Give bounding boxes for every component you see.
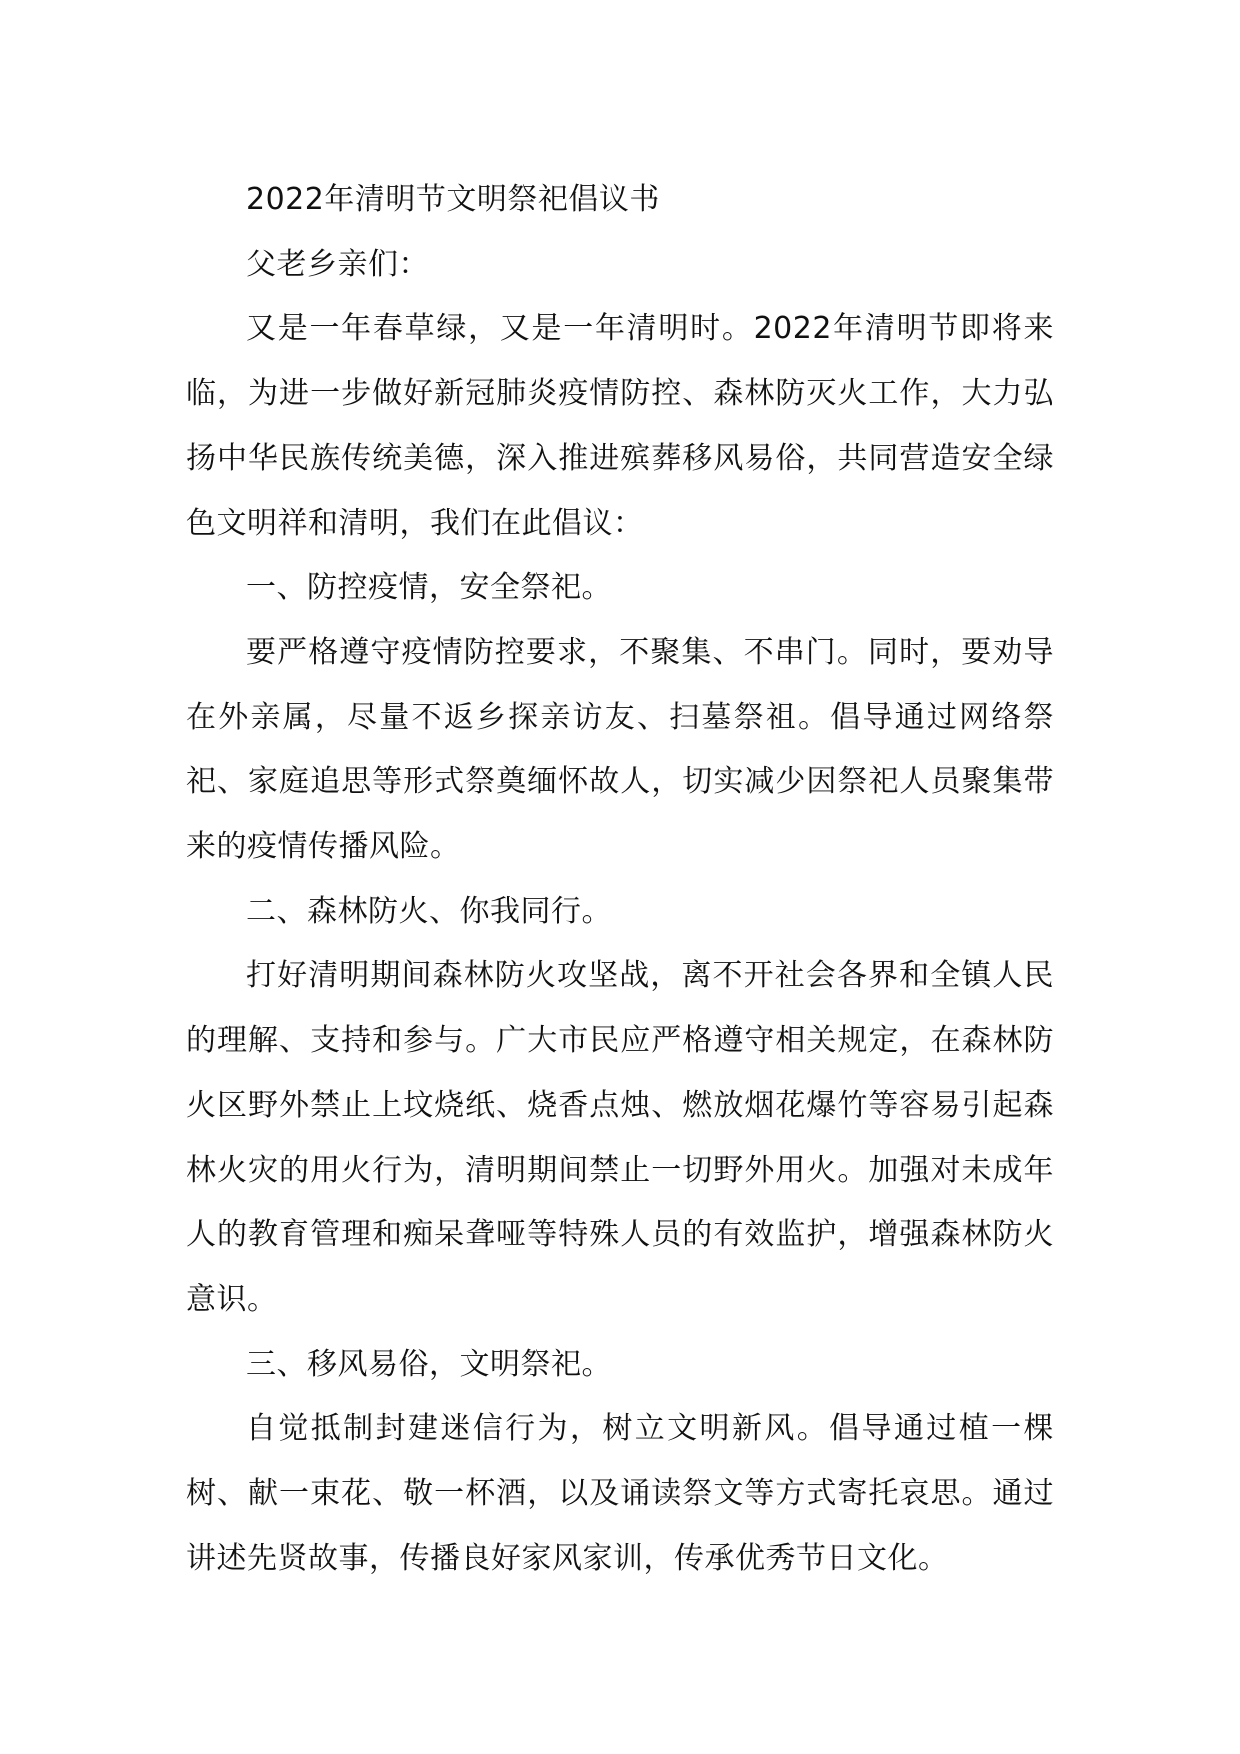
document-body: [186, 168, 1054, 1591]
document-title: 2022年清明节文明祭祀倡议书: [246, 182, 660, 217]
paragraph-civilized-custom: 自觉抵制封建迷信行为，树立文明新风。倡导通过植一棵树、献一束花、敬一杯酒，以及诵读祭文等方式寄托哀思。通过讲述先贤故事，传播良好家风家训，传承优秀节日文化。: [186, 1411, 1054, 1576]
section-heading-3: 三、移风易俗，文明祭祀。: [246, 1346, 612, 1382]
section-heading-2: 二、森林防火、你我同行。: [246, 893, 612, 929]
paragraph-intro: 又是一年春草绿，又是一年清明时。2022年清明节即将来临，为进一步做好新冠肺炎疫情防控、森林防灭火工作，大力弘扬中华民族传统美德，深入推进殡葬移风易俗，共同营造安全绿色文明祥和清明，我们在此倡议：: [186, 311, 1054, 541]
salutation: 父老乡亲们：: [246, 246, 429, 282]
paragraph-epidemic: 要严格遵守疫情防控要求，不聚集、不串门。同时，要劝导在外亲属，尽量不返乡探亲访友、扫墓祭祖。倡导通过网络祭祀、家庭追思等形式祭奠缅怀故人，切实减少因祭祀人员聚集带来的疫情传播风险。: [186, 634, 1054, 865]
paragraph-fire-prevention: 打好清明期间森林防火攻坚战，离不开社会各界和全镇人民的理解、支持和参与。广大市民应严格遵守相关规定，在森林防火区野外禁止上坟烧纸、烧香点烛、燃放烟花爆竹等容易引起森林火灾的用火行为，清明期间禁止一切野外用火。加强对未成年人的教育管理和痴呆聋哑等特殊人员的有效监护，增强森林防火意识。: [186, 958, 1054, 1317]
section-heading-1: 一、防控疫情，安全祭祀。: [246, 570, 612, 606]
